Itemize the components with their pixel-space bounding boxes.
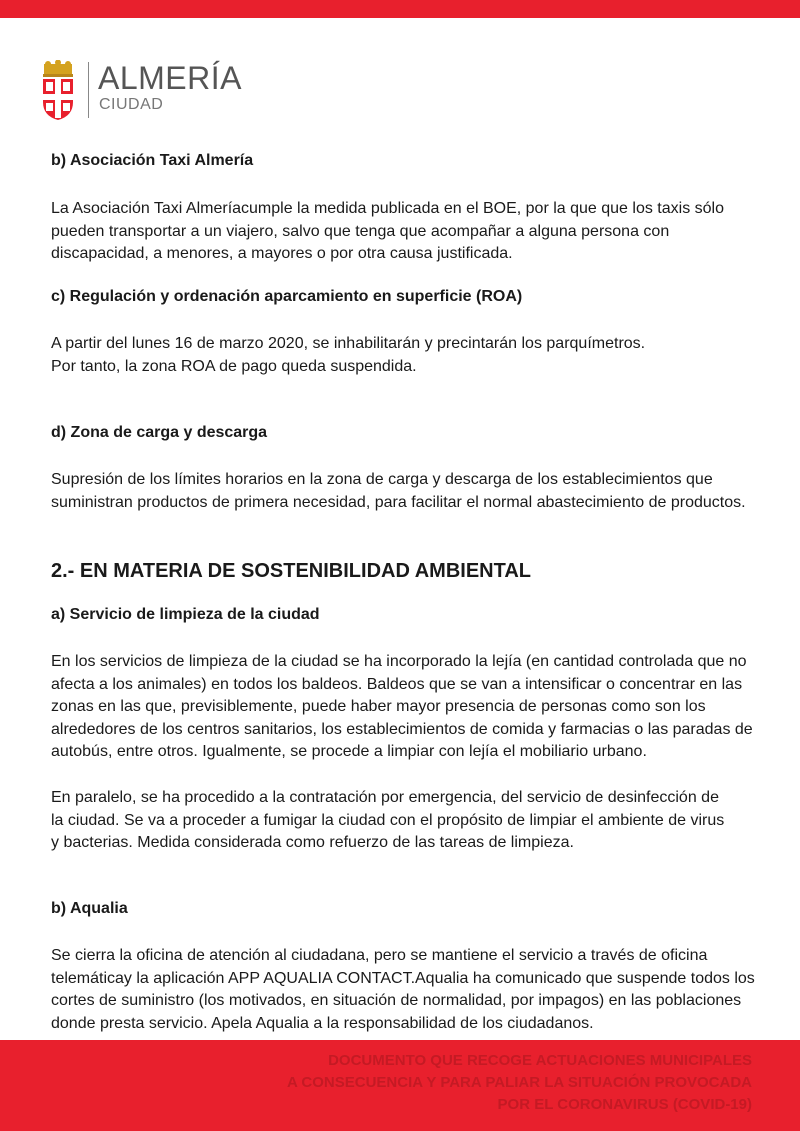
footer-line: POR EL CORONAVIRUS (COVID-19) — [497, 1096, 752, 1113]
text-line: Se cierra la oficina de atención al ciudadana, pero se mantiene el servicio a través de oficina — [51, 947, 708, 964]
text-line: A partir del lunes 16 de marzo 2020, se inhabilitarán y precintarán los parquímetros. — [51, 335, 646, 352]
text-line: telemáticay la aplicación APP AQUALIA CONTACT.Aqualia ha comunicado que suspende todos los — [51, 969, 755, 987]
heading-aqualia: b) Aqualia — [51, 900, 128, 917]
heading-taxi: b) Asociación Taxi Almería — [51, 152, 254, 169]
text-line: zonas en las que, previsiblemente, puede haber mayor presencia de personas como son los — [51, 698, 706, 715]
footer-red-bar — [0, 1040, 800, 1131]
paragraph-taxi — [51, 198, 776, 266]
paragraph-limpieza-1 — [51, 651, 776, 764]
text-line: discapacidad, a menores, a mayores o por otra causa justificada. — [51, 245, 513, 262]
text-line: y bacterias. Medida considerada como refuerzo de las tareas de limpieza. — [51, 834, 574, 851]
text-line: Por tanto, la zona ROA de pago queda suspendida. — [51, 357, 417, 375]
paragraph-aqualia — [51, 945, 776, 1035]
paragraph-limpieza-2 — [51, 787, 776, 855]
coat-of-arms-icon — [38, 60, 78, 122]
paragraph-roa — [51, 333, 776, 378]
text-line: alrededores de los centros sanitarios, los establecimientos de comida y farmacias o las paradas de — [51, 720, 753, 738]
almeria-logo — [38, 60, 338, 122]
text-line: la ciudad. Se va a proceder a fumigar la ciudad con el propósito de limpiar el ambiente de virus — [51, 811, 725, 829]
heading-carga: d) Zona de carga y descarga — [51, 424, 268, 441]
footer-line: A CONSECUENCIA Y PARA PALIAR LA SITUACIÓN PROVOCADA — [286, 1074, 752, 1091]
text-line: En paralelo, se ha procedido a la contratación por emergencia, del servicio de desinfección de — [51, 789, 719, 806]
text-line: autobús, entre otros. Igualmente, se procede a limpiar con lejía el mobiliario urbano. — [51, 743, 647, 760]
text-line: cortes de suministro (los motivados, en situación de normalidad, por impagos) en las poblaciones — [51, 992, 742, 1009]
top-red-bar — [0, 0, 800, 18]
text-line: suministran productos de primera necesidad, para facilitar el normal abastecimiento de productos. — [51, 493, 746, 511]
footer-line: DOCUMENTO QUE RECOGE ACTUACIONES MUNICIPALES — [328, 1052, 752, 1069]
logo-title: ALMERÍA — [98, 60, 242, 96]
logo-divider — [88, 62, 89, 118]
footer-caption — [287, 1050, 752, 1116]
paragraph-carga — [51, 469, 776, 514]
logo-subtitle: CIUDAD — [99, 96, 164, 113]
section-heading-sostenibilidad: 2.- EN MATERIA DE SOSTENIBILIDAD AMBIENTAL — [51, 560, 531, 582]
text-line: En los servicios de limpieza de la ciudad se ha incorporado la lejía (en cantidad controlada que no — [51, 653, 747, 670]
heading-limpieza: a) Servicio de limpieza de la ciudad — [51, 606, 320, 623]
heading-roa: c) Regulación y ordenación aparcamiento en superficie (ROA) — [51, 288, 523, 305]
text-line: Supresión de los límites horarios en la zona de carga y descarga de los establecimientos que — [51, 471, 713, 488]
text-line: afecta a los animales) en todos los baldeos. Baldeos que se van a intensificar o concentrar en las — [51, 675, 743, 693]
text-line: La Asociación Taxi Almeríacumple la medida publicada en el BOE, por la que que los taxis sólo — [51, 200, 724, 217]
text-line: pueden transportar a un viajero, salvo que tenga que acompañar a alguna persona con — [51, 222, 670, 240]
text-line: donde presta servicio. Apela Aqualia a la responsabilidad de los ciudadanos. — [51, 1014, 594, 1032]
